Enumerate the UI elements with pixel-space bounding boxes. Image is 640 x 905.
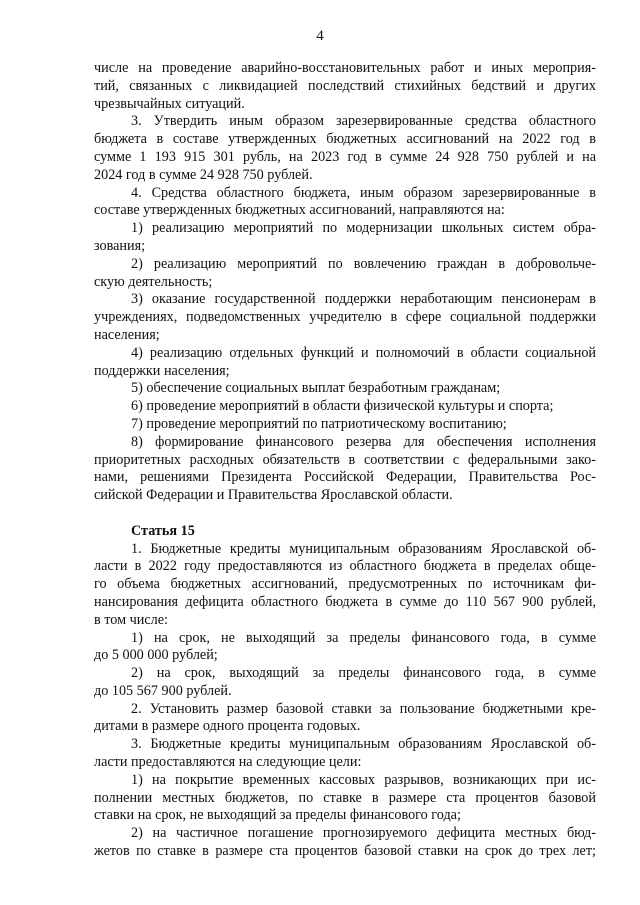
text-line: 6) проведение мероприятий в области физической культуры и спорта;: [131, 398, 554, 415]
text-line: 2) на срок, выходящий за пределы финансового года, в сумме: [131, 665, 596, 682]
paragraph-gap: [94, 505, 596, 523]
text-line: 1) на покрытие временных кассовых разрывов, возникающих при ис-: [131, 771, 596, 788]
text-line: бюджета в составе утвержденных бюджетных ассигнований на 2022 год в: [94, 131, 596, 148]
article-heading: Статья 15: [131, 522, 195, 539]
text-line: поддержки населения;: [94, 362, 230, 379]
text-line: чрезвычайных ситуаций.: [94, 95, 245, 112]
text-line: ласти в 2022 году предоставляются из областного бюджета в пределах обще-: [94, 558, 596, 575]
text-line: 2. Установить размер базовой ставки за пользование бюджетными кре-: [131, 700, 596, 717]
text-line: 1) реализацию мероприятий по модернизации школьных систем обра-: [131, 220, 596, 237]
text-line: 2024 год в сумме 24 928 750 рублей.: [94, 166, 313, 183]
text-line: тий, связанных с ликвидацией последствий стихийных бедствий и других: [94, 77, 596, 94]
text-line: составе утвержденных бюджетных ассигнований, направляются на:: [94, 202, 505, 219]
text-line: полнении местных бюджетов, по ставке в размере ста процентов базовой: [94, 789, 596, 806]
text-line: сийской Федерации и Правительства Ярославской области.: [94, 487, 453, 504]
text-line: 4) реализацию отдельных функций и полномочий в области социальной: [131, 344, 596, 361]
text-line: 1) на срок, не выходящий за пределы финансового года, в сумме: [131, 629, 596, 646]
text-line: сумме 1 193 915 301 рубль, на 2023 год в сумме 24 928 750 рублей и на: [94, 148, 596, 165]
text-line: 2) на частичное погашение прогнозируемого дефицита местных бюд-: [131, 825, 596, 842]
text-line: 7) проведение мероприятий по патриотическому воспитанию;: [131, 415, 507, 432]
text-line: го объема бюджетных ассигнований, предусмотренных по источникам фи-: [94, 576, 596, 593]
text-line: в том числе:: [94, 611, 168, 628]
text-line: учреждениях, подведомственных учредителю в сфере социальной поддержки: [94, 309, 596, 326]
text-line: нансирования дефицита областного бюджета в сумме до 110 567 900 рублей,: [94, 593, 596, 610]
text-line: 3. Бюджетные кредиты муниципальным образованиям Ярославской об-: [131, 736, 596, 753]
text-line: 4. Средства областного бюджета, иным образом зарезервированные в: [131, 184, 596, 201]
text-line: нами, решениями Президента Российской Федерации, Правительства Рос-: [94, 469, 596, 486]
text-line: 3. Утвердить иным образом зарезервированные средства областного: [131, 113, 596, 130]
document-body: [94, 60, 596, 861]
text-line: жетов по ставке в размере ста процентов базовой ставки на срок до трех лет;: [94, 843, 596, 860]
text-line: 2) реализацию мероприятий по вовлечению граждан в добровольче-: [131, 255, 596, 272]
text-line: 8) формирование финансового резерва для обеспечения исполнения: [131, 433, 596, 450]
text-line: 3) оказание государственной поддержки неработающим пенсионерам в: [131, 291, 596, 308]
text-line: до 105 567 900 рублей.: [94, 682, 232, 699]
page-number: 4: [316, 28, 324, 44]
text-line: скую деятельность;: [94, 273, 213, 290]
text-line: 5) обеспечение социальных выплат безработным гражданам;: [131, 380, 501, 397]
text-line: зования;: [94, 237, 146, 254]
text-line: до 5 000 000 рублей;: [94, 647, 218, 664]
text-line: дитами в размере одного процента годовых.: [94, 718, 361, 735]
text-line: населения;: [94, 326, 160, 343]
text-line: 1. Бюджетные кредиты муниципальным образованиям Ярославской об-: [131, 540, 596, 557]
text-line: ставки на срок, не выходящий за пределы финансового года;: [94, 807, 461, 824]
text-line: числе на проведение аварийно-восстановительных работ и иных мероприя-: [94, 60, 596, 76]
text-line: приоритетных расходных обязательств в соответствии с федеральными зако-: [94, 451, 596, 468]
text-line: ласти предоставляются на следующие цели:: [94, 754, 362, 771]
